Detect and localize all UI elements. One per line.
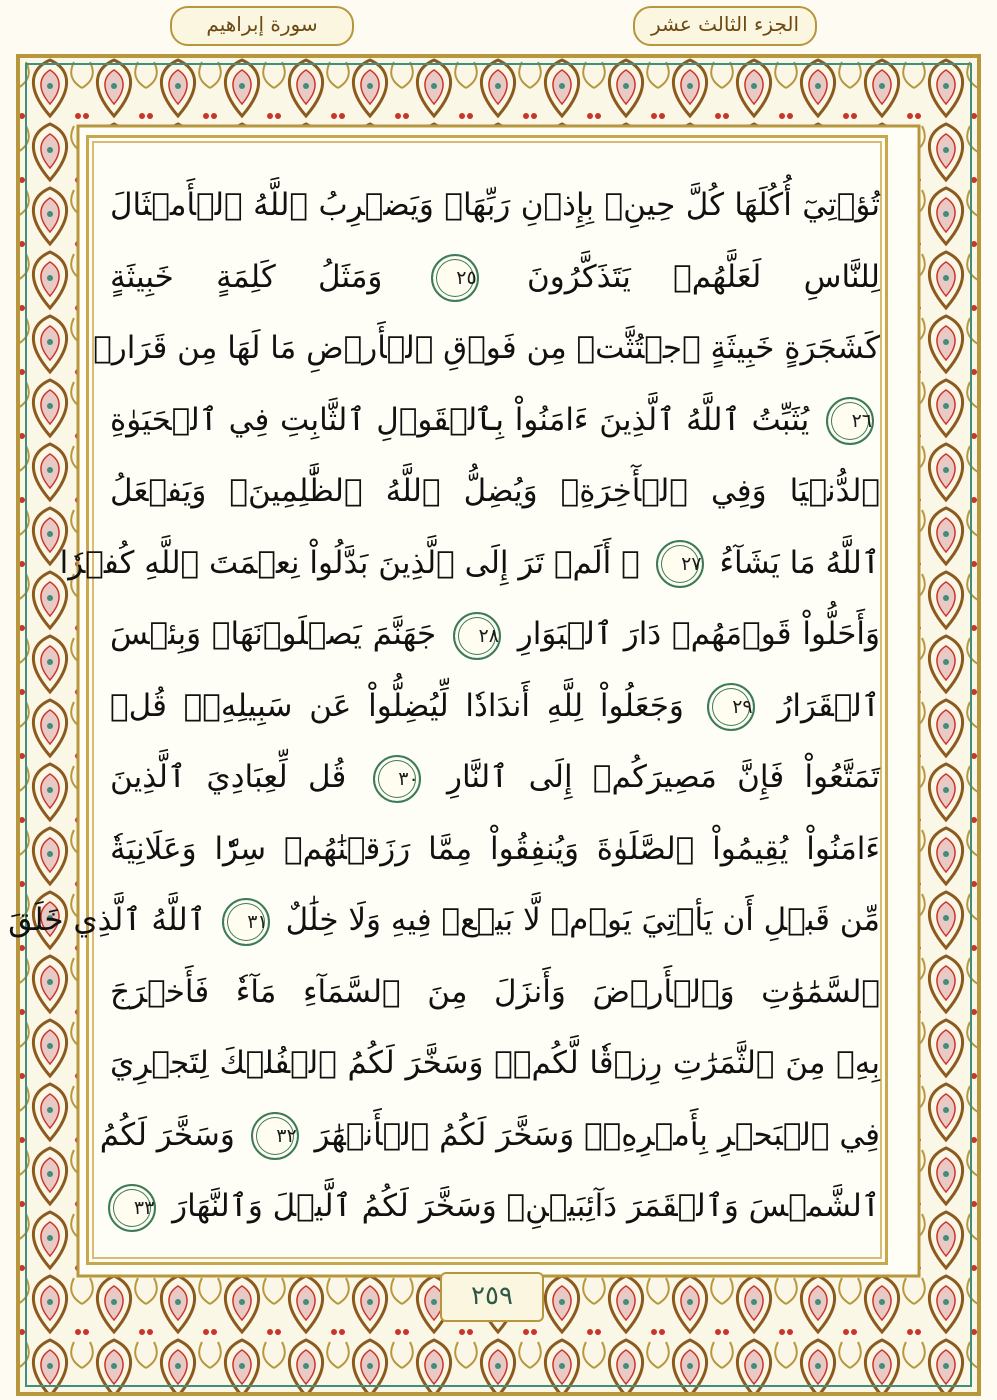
text-line-11: مِّن قَبۡلِ أَن يَأۡتِيَ يَوۡمٞ لَّا بَيۡعٞ فِيهِ وَلَا خِلَٰلٌ ٣١ ٱللَّهُ ٱلَّذِي خَلَقَ: [110, 885, 880, 957]
text-line-14: فِي ٱلۡبَحۡرِ بِأَمۡرِهِۦۖ وَسَخَّرَ لَكُمُ ٱلۡأَنۡهَٰرَ ٣٢ وَسَخَّرَ لَكُمُ: [110, 1100, 880, 1172]
text-line-4: ٢٦ يُثَبِّتُ ٱللَّهُ ٱلَّذِينَ ءَامَنُواْ بِٱلۡقَوۡلِ ٱلثَّابِتِ فِي ٱلۡحَيَوٰةِ: [110, 385, 880, 457]
ayah-marker: ٣٣: [108, 1184, 156, 1232]
text-line-9: تَمَتَّعُواْ فَإِنَّ مَصِيرَكُمۡ إِلَى ٱلنَّارِ ٣٠ قُل لِّعِبَادِيَ ٱلَّذِينَ: [110, 742, 880, 814]
text-line-13: بِهِۦ مِنَ ٱلثَّمَرَٰتِ رِزۡقٗا لَّكُمۡۖ وَسَخَّرَ لَكُمُ ٱلۡفُلۡكَ لِتَجۡرِيَ: [110, 1045, 880, 1081]
text-line-3: كَشَجَرَةٍ خَبِيثَةٍ ٱجۡتُثَّتۡ مِن فَوۡقِ ٱلۡأَرۡضِ مَا لَهَا مِن قَرَارٖ: [93, 330, 880, 366]
text-line-12: ٱلسَّمَٰوَٰتِ وَٱلۡأَرۡضَ وَأَنزَلَ مِنَ ٱلسَّمَآءِ مَآءٗ فَأَخۡرَجَ: [110, 973, 880, 1010]
text-line-7: وَأَحَلُّواْ قَوۡمَهُمۡ دَارَ ٱلۡبَوَارِ ٢٨ جَهَنَّمَ يَصۡلَوۡنَهَاۖ وَبِئۡسَ: [110, 599, 880, 671]
text-line-2: لِلنَّاسِ لَعَلَّهُمۡ يَتَذَكَّرُونَ ٢٥ وَمَثَلُ كَلِمَةٍ خَبِيثَةٍ: [110, 242, 880, 314]
ayah-marker: ٢٩: [707, 683, 755, 731]
text-line-8: ٱلۡقَرَارُ ٢٩ وَجَعَلُواْ لِلَّهِ أَندَادٗا لِّيُضِلُّواْ عَن سَبِيلِهِۦۗ قُلۡ: [110, 671, 880, 743]
ayah-marker: ٣٠: [373, 755, 421, 803]
page-number: ٢٥٩: [440, 1272, 544, 1322]
ayah-marker: ٢٧: [656, 540, 704, 588]
surah-label: سورة إبراهيم: [170, 6, 354, 46]
text-line-10: ءَامَنُواْ يُقِيمُواْ ٱلصَّلَوٰةَ وَيُنفِقُواْ مِمَّا رَزَقۡنَٰهُمۡ سِرّٗا وَعَلَانِيَةٗ: [110, 830, 880, 867]
quran-text: [8, 170, 880, 1243]
ayah-marker: ٣١: [222, 898, 270, 946]
juz-label: الجزء الثالث عشر: [633, 6, 817, 46]
text-line-1: تُؤۡتِيٓ أُكُلَهَا كُلَّ حِينِۭ بِإِذۡنِ رَبِّهَاۗ وَيَضۡرِبُ ٱللَّهُ ٱلۡأَمۡثَالَ: [110, 187, 880, 223]
ayah-marker: ٢٥: [431, 254, 479, 302]
text-line-15: ٱلشَّمۡسَ وَٱلۡقَمَرَ دَآئِبَيۡنِۖ وَسَخَّرَ لَكُمُ ٱلَّيۡلَ وَٱلنَّهَارَ ٣٣: [110, 1171, 880, 1243]
text-line-6: ٱللَّهُ مَا يَشَآءُ ٢٧ ۞ أَلَمۡ تَرَ إِلَى ٱلَّذِينَ بَدَّلُواْ نِعۡمَتَ ٱللَّهِ كُفۡرٗا: [110, 528, 880, 600]
ayah-marker: ٢٨: [453, 612, 501, 660]
ayah-marker: ٣٢: [251, 1112, 299, 1160]
text-line-5: ٱلدُّنۡيَا وَفِي ٱلۡأٓخِرَةِۖ وَيُضِلُّ ٱللَّهُ ٱلظَّٰلِمِينَۚ وَيَفۡعَلُ: [110, 473, 880, 509]
ayah-marker: ٢٦: [826, 397, 874, 445]
